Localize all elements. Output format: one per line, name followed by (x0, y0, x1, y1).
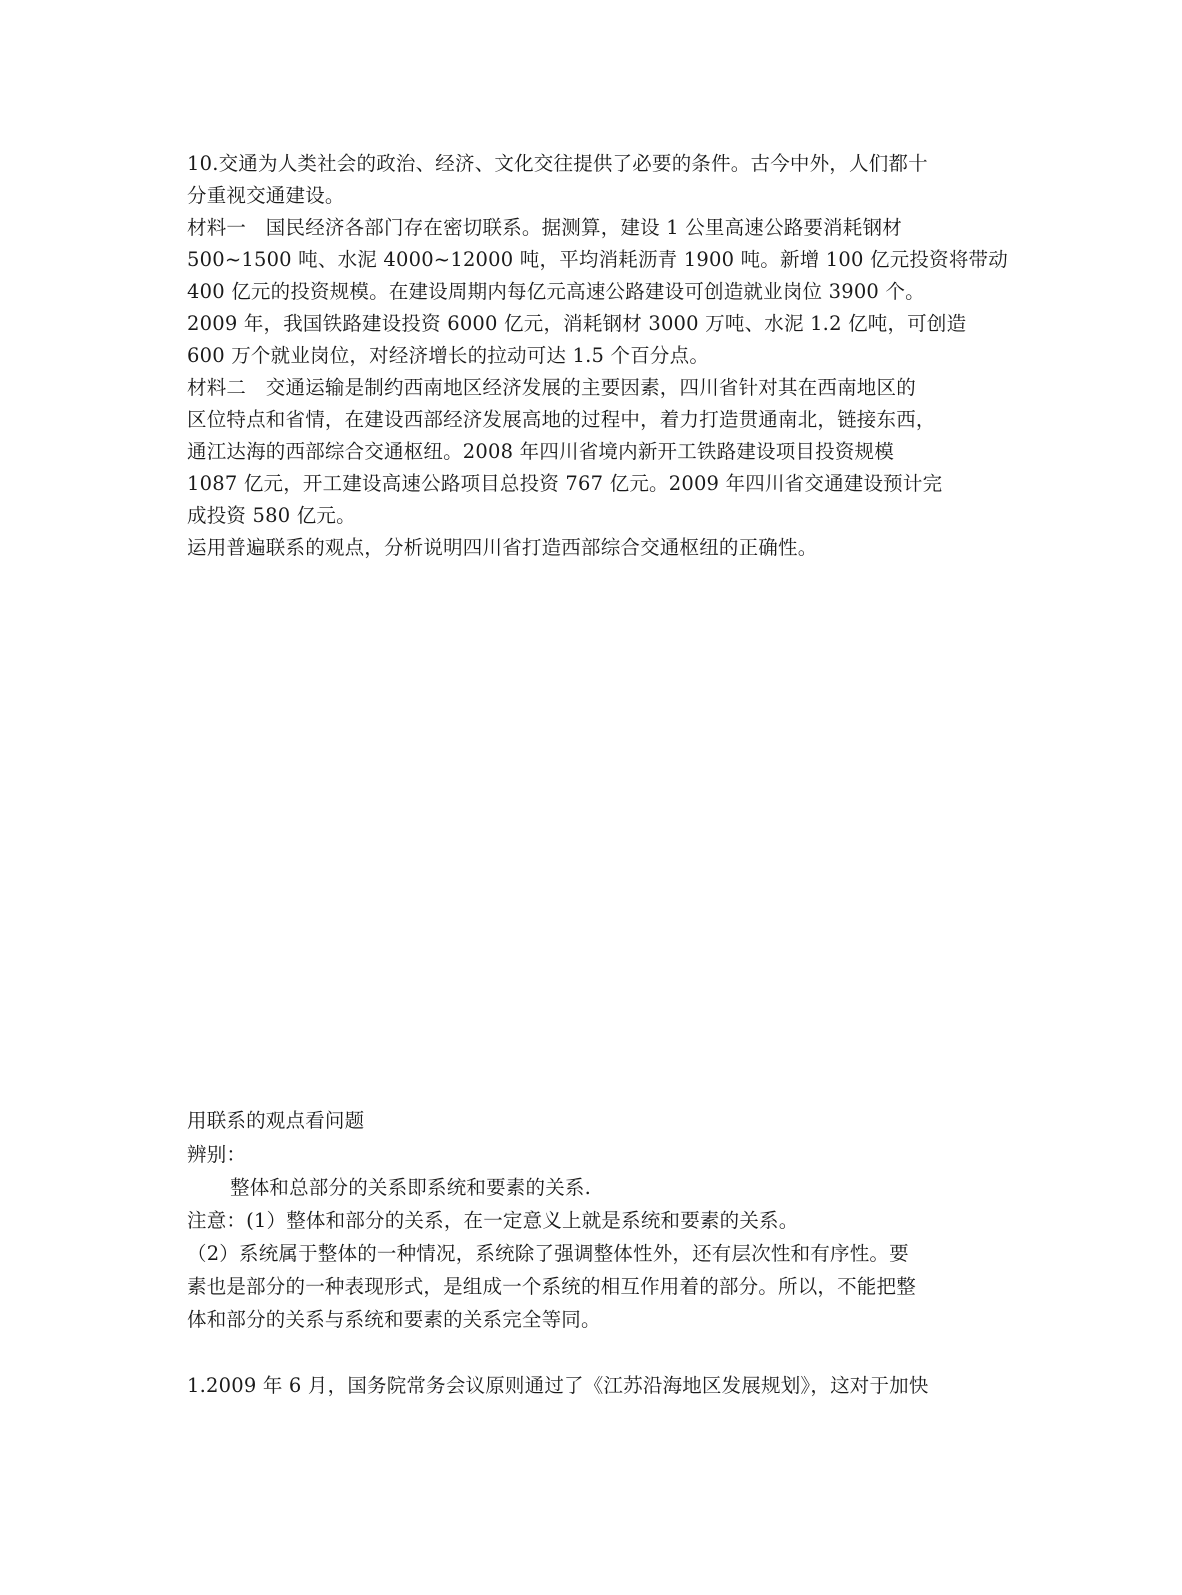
material-1-line: 2009 年，我国铁路建设投资 6000 亿元，消耗钢材 3000 万吨、水泥 1.2 亿吨，可创造 (187, 312, 967, 335)
material-1-line: 500~1500 吨、水泥 4000~12000 吨，平均消耗沥青 1900 吨。新增 100 亿元投资将带动 (187, 248, 1008, 271)
material-2-line: 区位特点和省情，在建设西部经济发展高地的过程中，着力打造贯通南北，链接东西， (187, 408, 936, 431)
question-prompt: 运用普遍联系的观点，分析说明四川省打造西部综合交通枢纽的正确性。 (187, 536, 818, 559)
material-2-line: 成投资 580 亿元。 (187, 504, 356, 527)
material-1-line: 400 亿元的投资规模。在建设周期内每亿元高速公路建设可创造就业岗位 3900 个。 (187, 280, 925, 303)
section-heading: 用联系的观点看问题 (187, 1109, 365, 1132)
material-2-line: 1087 亿元，开工建设高速公路项目总投资 767 亿元。2009 年四川省交通建设预计完 (187, 472, 943, 495)
note-line: 体和部分的关系与系统和要素的关系完全等同。 (187, 1308, 601, 1331)
question-10-line: 分重视交通建设。 (187, 184, 345, 207)
note-line: （2）系统属于整体的一种情况，系统除了强调整体性外，还有层次性和有序性。要 (187, 1242, 909, 1265)
material-1-line: 600 万个就业岗位，对经济增长的拉动可达 1.5 个百分点。 (187, 344, 710, 367)
note-line: 素也是部分的一种表现形式，是组成一个系统的相互作用着的部分。所以，不能把整 (187, 1275, 916, 1298)
note-line: 注意：(1）整体和部分的关系，在一定意义上就是系统和要素的关系。 (187, 1209, 799, 1232)
question-1-line: 1.2009 年 6 月，国务院常务会议原则通过了《江苏沿海地区发展规划》，这对于加快 (187, 1374, 929, 1397)
material-2-line: 通江达海的西部综合交通枢纽。2008 年四川省境内新开工铁路建设项目投资规模 (187, 440, 894, 463)
material-1-line: 材料一 国民经济各部门存在密切联系。据测算，建设 1 公里高速公路要消耗钢材 (187, 216, 902, 239)
question-10-line: 10.交通为人类社会的政治、经济、文化交往提供了必要的条件。古今中外，人们都十 (187, 152, 928, 175)
statement-line: 整体和总部分的关系即系统和要素的关系. (230, 1176, 591, 1199)
material-2-line: 材料二 交通运输是制约西南地区经济发展的主要因素，四川省针对其在西南地区的 (187, 376, 916, 399)
section-subheading: 辨别： (187, 1143, 247, 1166)
